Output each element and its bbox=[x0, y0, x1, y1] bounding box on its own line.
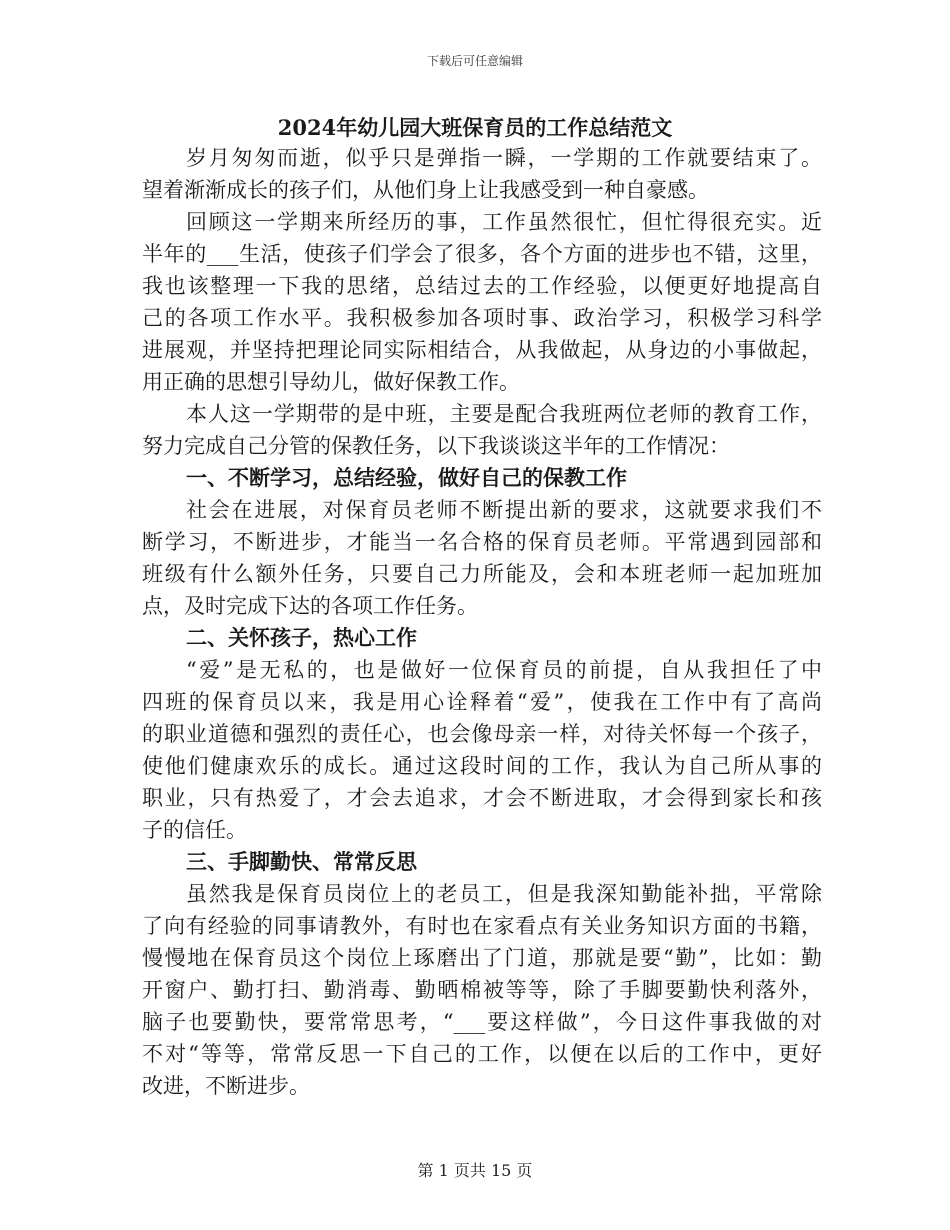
body-line: 使他们健康欢乐的成长。通过这段时间的工作，我认为自己所从事的 bbox=[142, 754, 822, 778]
body-line: 我也该整理一下我的思绪，总结过去的工作经验，以便更好地提高自 bbox=[142, 274, 822, 298]
page-header: 下载后可任意编辑 bbox=[426, 54, 523, 68]
body-line: 点，及时完成下达的各项工作任务。 bbox=[142, 594, 478, 618]
body-line: 用正确的思想引导幼儿，做好保教工作。 bbox=[142, 370, 520, 394]
section-heading: 一、不断学习，总结经验，做好自己的保教工作 bbox=[186, 465, 627, 490]
body-line: 己的各项工作水平。我积极参加各项时事、政治学习，积极学习科学 bbox=[142, 306, 822, 330]
body-line: 半年的___生活，使孩子们学会了很多，各个方面的进步也不错，这里， bbox=[142, 242, 822, 266]
body-line: 职业，只有热爱了，才会去追求，才会不断进取，才会得到家长和孩 bbox=[142, 786, 822, 810]
body-line: 岁月匆匆而逝，似乎只是弹指一瞬，一学期的工作就要结束了。 bbox=[186, 146, 822, 170]
body-line: 改进，不断进步。 bbox=[142, 1074, 310, 1098]
body-line: 开窗户、勤打扫、勤消毒、勤晒棉被等等，除了手脚要勤快利落外， bbox=[142, 978, 822, 1002]
body-line: 班级有什么额外任务，只要自己力所能及，会和本班老师一起加班加 bbox=[142, 562, 822, 586]
body-line: “爱”是无私的，也是做好一位保育员的前提，自从我担任了中 bbox=[186, 658, 822, 682]
body-line: 虽然我是保育员岗位上的老员工，但是我深知勤能补拙，平常除 bbox=[186, 882, 822, 906]
page-footer: 第 1 页共 15 页 bbox=[417, 1161, 533, 1180]
section-heading: 二、关怀孩子，热心工作 bbox=[186, 625, 417, 650]
body-line: 不对“等等，常常反思一下自己的工作，以便在以后的工作中，更好 bbox=[142, 1042, 822, 1066]
body-line: 的职业道德和强烈的责任心，也会像母亲一样，对待关怀每一个孩子， bbox=[142, 722, 822, 746]
body-line: 慢慢地在保育员这个岗位上琢磨出了门道，那就是要“勤”，比如：勤 bbox=[142, 946, 822, 970]
body-line: 回顾这一学期来所经历的事，工作虽然很忙，但忙得很充实。近 bbox=[186, 210, 822, 234]
body-line: 进展观，并坚持把理论同实际相结合，从我做起，从身边的小事做起， bbox=[142, 338, 822, 362]
document-title: 2024年幼儿园大班保育员的工作总结范文 bbox=[277, 115, 673, 140]
body-line: 努力完成自己分管的保教任务，以下我谈谈这半年的工作情况： bbox=[142, 434, 730, 458]
body-line: 四班的保育员以来，我是用心诠释着“爱”，使我在工作中有了高尚 bbox=[142, 690, 822, 714]
body-line: 望着渐渐成长的孩子们，从他们身上让我感受到一种自豪感。 bbox=[142, 178, 709, 202]
body-line: 断学习，不断进步，才能当一名合格的保育员老师。平常遇到园部和 bbox=[142, 530, 822, 554]
section-heading: 三、手脚勤快、常常反思 bbox=[186, 849, 417, 874]
body-line: 脑子也要勤快，要常常思考，“___要这样做”，今日这件事我做的对 bbox=[142, 1010, 822, 1034]
body-line: 本人这一学期带的是中班，主要是配合我班两位老师的教育工作， bbox=[186, 402, 822, 426]
body-line: 社会在进展，对保育员老师不断提出新的要求，这就要求我们不 bbox=[186, 498, 822, 522]
body-line: 子的信任。 bbox=[142, 818, 247, 842]
body-line: 了向有经验的同事请教外，有时也在家看点有关业务知识方面的书籍， bbox=[142, 914, 822, 938]
